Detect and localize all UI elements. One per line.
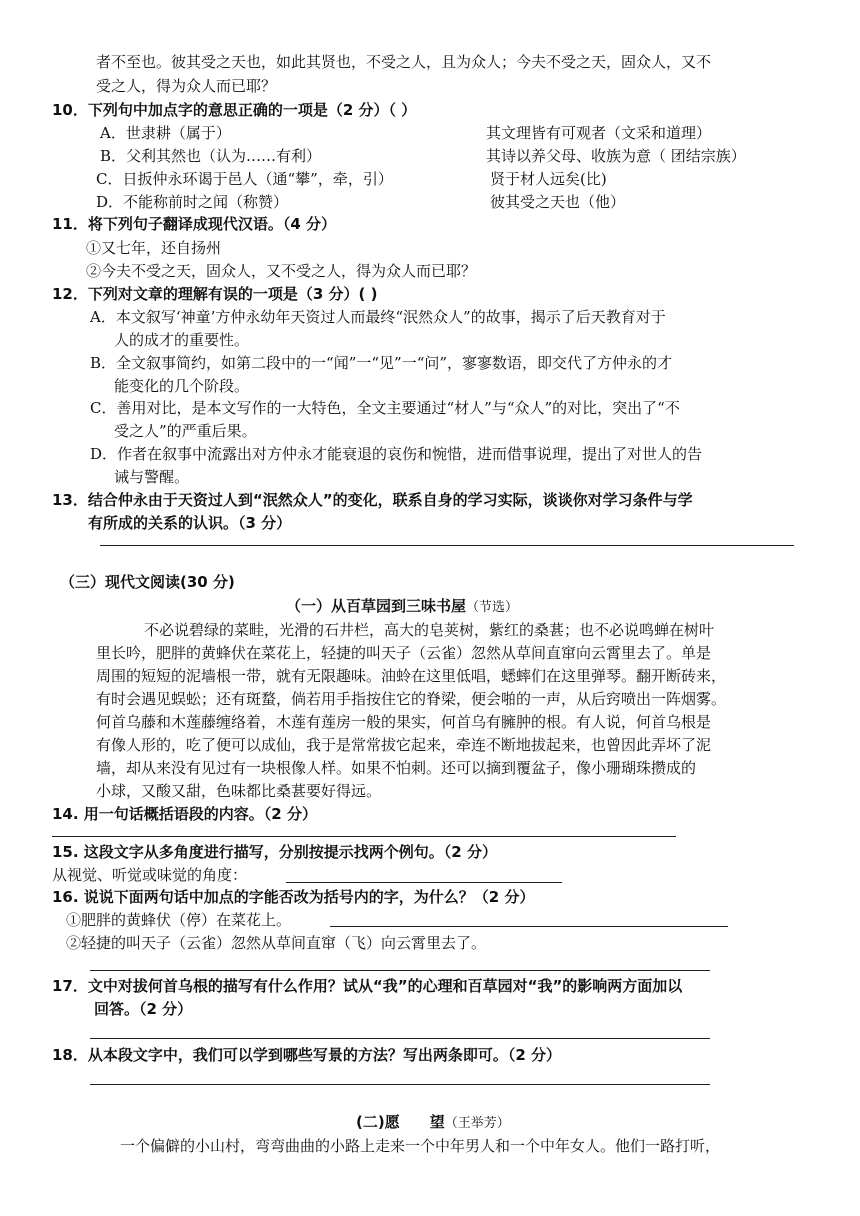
question-18-stem: 18．从本段文字中，我们可以学到哪些写景的方法？写出两条即可。（2 分） xyxy=(52,1046,562,1064)
q15-prompt: 从视觉、听觉或味觉的角度： xyxy=(52,866,248,884)
answer-line[interactable] xyxy=(90,1038,710,1039)
q16-sentence-1: ①肥胖的黄蜂伏（停）在菜花上。 xyxy=(66,911,292,929)
answer-line[interactable] xyxy=(100,545,794,546)
q12-option-b: B．全文叙事简约，如第二段中的一“闻”一“见”一“问”，寥寥数语，即交代了方仲永的才 xyxy=(90,354,673,372)
passage-line: 有像人形的，吃了便可以成仙，我于是常常拔它起来，牵连不断地拔起来，也曾因此弄坏了泥 xyxy=(96,736,712,754)
question-12-stem: 12．下列对文章的理解有误的一项是（3 分）( ) xyxy=(52,285,378,303)
passage-line: 小球，又酸又甜，色味都比桑葚要好得远。 xyxy=(96,782,382,800)
q12-option-c-cont: 受之人”的严重后果。 xyxy=(114,422,257,440)
answer-line[interactable] xyxy=(90,1084,710,1085)
question-16-stem: 16. 说说下面两句话中加点的字能否改为括号内的字，为什么？（2 分） xyxy=(52,888,535,906)
q12-option-a: A．本文叙写‘神童’方仲永幼年天资过人而最终“泯然众人”的故事，揭示了后天教育对于 xyxy=(90,308,666,326)
answer-line[interactable] xyxy=(330,926,728,927)
story-paragraph-line: 一个偏僻的小山村，弯弯曲曲的小路上走来一个中年男人和一个中年女人。他们一路打听， xyxy=(120,1137,721,1155)
question-17-stem: 17．文中对拔何首乌根的描写有什么作用？试从“我”的心理和百草园对“我”的影响两方面加以 xyxy=(52,977,683,995)
q12-option-c: C．善用对比，是本文写作的一大特色，全文主要通过“材人”与“众人”的对比，突出了“不 xyxy=(90,399,680,417)
q11-sentence-2: ②今夫不受之天，固众人，又不受之人，得为众人而已耶？ xyxy=(86,262,477,280)
answer-line[interactable] xyxy=(286,882,562,883)
q10-option-b-left: B．父利其然也（认为……有利） xyxy=(100,147,322,165)
passage-line: 何首乌藤和木莲藤缠络着，木莲有莲房一般的果实，何首乌有臃肿的根。有人说，何首乌根是 xyxy=(96,713,712,731)
q10-option-a-left: A．世隶耕（属于） xyxy=(100,124,231,142)
question-11-stem: 11．将下列句子翻译成现代汉语。（4 分） xyxy=(52,215,337,233)
story-title xyxy=(356,1112,510,1134)
question-14-stem: 14. 用一句话概括语段的内容。（2 分） xyxy=(52,805,317,823)
passage-title xyxy=(286,596,518,618)
passage-title-text: （一）从百草园到三味书屋 xyxy=(286,597,467,615)
passage-continuation-line: 受之人，得为众人而已耶？ xyxy=(96,77,277,95)
q12-option-b-cont: 能变化的几个阶段。 xyxy=(114,377,250,395)
q11-sentence-1: ①又七年，还自扬州 xyxy=(86,239,222,257)
story-author: （王举芳） xyxy=(444,1116,510,1131)
q10-option-c-right: 贤于材人远矣(比) xyxy=(490,170,607,188)
passage-continuation-line: 者不至也。彼其受之天也，如此其贤也，不受之人，且为众人；今夫不受之天，固众人，又不 xyxy=(96,53,712,71)
q10-option-d-right: 彼其受之天也（他） xyxy=(490,193,626,211)
passage-line: 不必说碧绿的菜畦，光滑的石井栏，高大的皂荚树，紫红的桑葚；也不必说鸣蝉在树叶 xyxy=(144,621,715,639)
q12-option-d-cont: 诫与警醒。 xyxy=(114,468,190,486)
question-15-stem: 15. 这段文字从多角度进行描写，分别按提示找两个例句。（2 分） xyxy=(52,843,497,861)
q16-sentence-2: ②轻捷的叫天子（云雀）忽然从草间直窜（飞）向云霄里去了。 xyxy=(66,934,487,952)
passage-line: 墙，却从来没有见过有一块根像人样。如果不怕刺。还可以摘到覆盆子，像小珊瑚珠攒成的 xyxy=(96,759,697,777)
section-heading: （三）现代文阅读(30 分) xyxy=(60,573,235,591)
q10-option-a-right: 其文理皆有可观者（文采和道理） xyxy=(486,124,712,142)
q12-option-a-cont: 人的成才的重要性。 xyxy=(114,331,250,349)
answer-line[interactable] xyxy=(90,970,710,971)
q12-option-d: D．作者在叙事中流露出对方仲永才能衰退的哀伤和惋惜，进而借事说理，提出了对世人的告 xyxy=(90,445,703,463)
question-13-stem-cont: 有所成的关系的认识。（3 分） xyxy=(88,514,292,532)
question-13-stem: 13．结合仲永由于天资过人到“泯然众人”的变化，联系自身的学习实际，谈谈你对学习条件与学 xyxy=(52,491,693,509)
passage-line: 周围的短短的泥墙根一带，就有无限趣味。油蛉在这里低唱，蟋蟀们在这里弹琴。翻开断砖来， xyxy=(96,667,727,685)
answer-line[interactable] xyxy=(52,836,676,837)
question-10-stem: 10．下列句中加点字的意思正确的一项是（2 分）（ ） xyxy=(52,101,417,119)
story-title-text: (二)愿 望 xyxy=(356,1113,445,1131)
question-17-stem-cont: 回答。（2 分） xyxy=(94,1000,193,1018)
passage-line: 里长吟，肥胖的黄蜂伏在菜花上，轻捷的叫天子（云雀）忽然从草间直窜向云霄里去了。单是 xyxy=(96,644,712,662)
passage-line: 有时会遇见蜈蚣；还有斑蝥，倘若用手指按住它的脊梁，便会啪的一声，从后窍喷出一阵烟雾。 xyxy=(96,690,727,708)
q10-option-c-left: C．日扳仲永环谒于邑人（通“攀”，牵，引） xyxy=(96,170,393,188)
q10-option-b-right: 其诗以养父母、收族为意（ 团结宗族） xyxy=(486,147,746,165)
passage-title-note: （节选） xyxy=(466,600,519,615)
q10-option-d-left: D．不能称前时之闻（称赞） xyxy=(96,193,289,211)
